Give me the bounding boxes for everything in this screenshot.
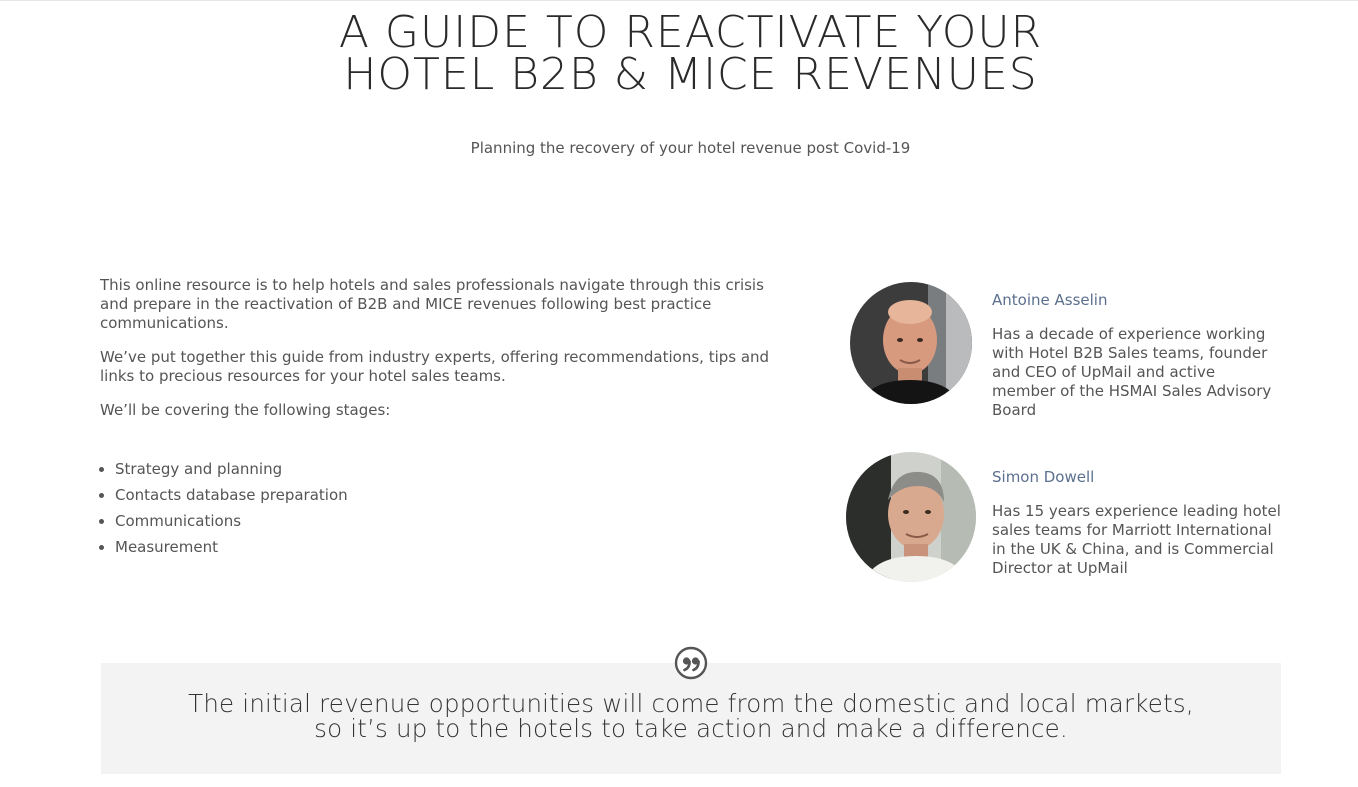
author-card-antoine xyxy=(846,282,1286,422)
list-item: • Strategy and planning xyxy=(115,456,348,482)
divider xyxy=(0,0,1358,1)
intro-text xyxy=(100,276,790,435)
author-bio: Has 15 years experience leading hotel sales teams for Marriott International in the UK & China, and is Commercial Director at UpMail xyxy=(992,502,1281,577)
author-name: Simon Dowell xyxy=(992,468,1095,486)
stages-list xyxy=(100,456,348,560)
quote-text xyxy=(101,691,1281,741)
author-card-simon xyxy=(846,452,1286,582)
quote-line: so it’s up to the hotels to take action and make a difference. xyxy=(314,714,1068,743)
page-subtitle: Planning the recovery of your hotel revenue post Covid-19 xyxy=(470,139,911,157)
list-item: • Contacts database preparation xyxy=(115,482,348,508)
author-name: Antoine Asselin xyxy=(992,291,1108,309)
page-title-line1: A GUIDE TO REACTIVATE YOUR xyxy=(338,7,1043,58)
quote-line: The initial revenue opportunities will come from the domestic and local markets, xyxy=(188,689,1194,718)
list-item: • Measurement xyxy=(115,534,348,560)
quote-icon xyxy=(674,646,708,680)
intro-paragraph: We’ve put together this guide from industry experts, offering recommendations, tips and links to precious resources for your hotel sales teams. xyxy=(100,348,770,385)
page-title-line2: HOTEL B2B & MICE REVENUES xyxy=(343,49,1038,100)
avatar xyxy=(850,282,972,404)
page-title xyxy=(0,7,1358,100)
avatar xyxy=(846,452,976,582)
author-bio: Has a decade of experience working with Hotel B2B Sales teams, founder and CEO of UpMail and active member of the HSMAI Sales Advisory Board xyxy=(992,325,1272,419)
intro-paragraph: We’ll be covering the following stages: xyxy=(100,401,391,419)
list-item: • Communications xyxy=(115,508,348,534)
intro-paragraph: This online resource is to help hotels and sales professionals navigate through this crisis and prepare in the reactivation of B2B and MICE revenues following best practice communications. xyxy=(100,276,764,332)
